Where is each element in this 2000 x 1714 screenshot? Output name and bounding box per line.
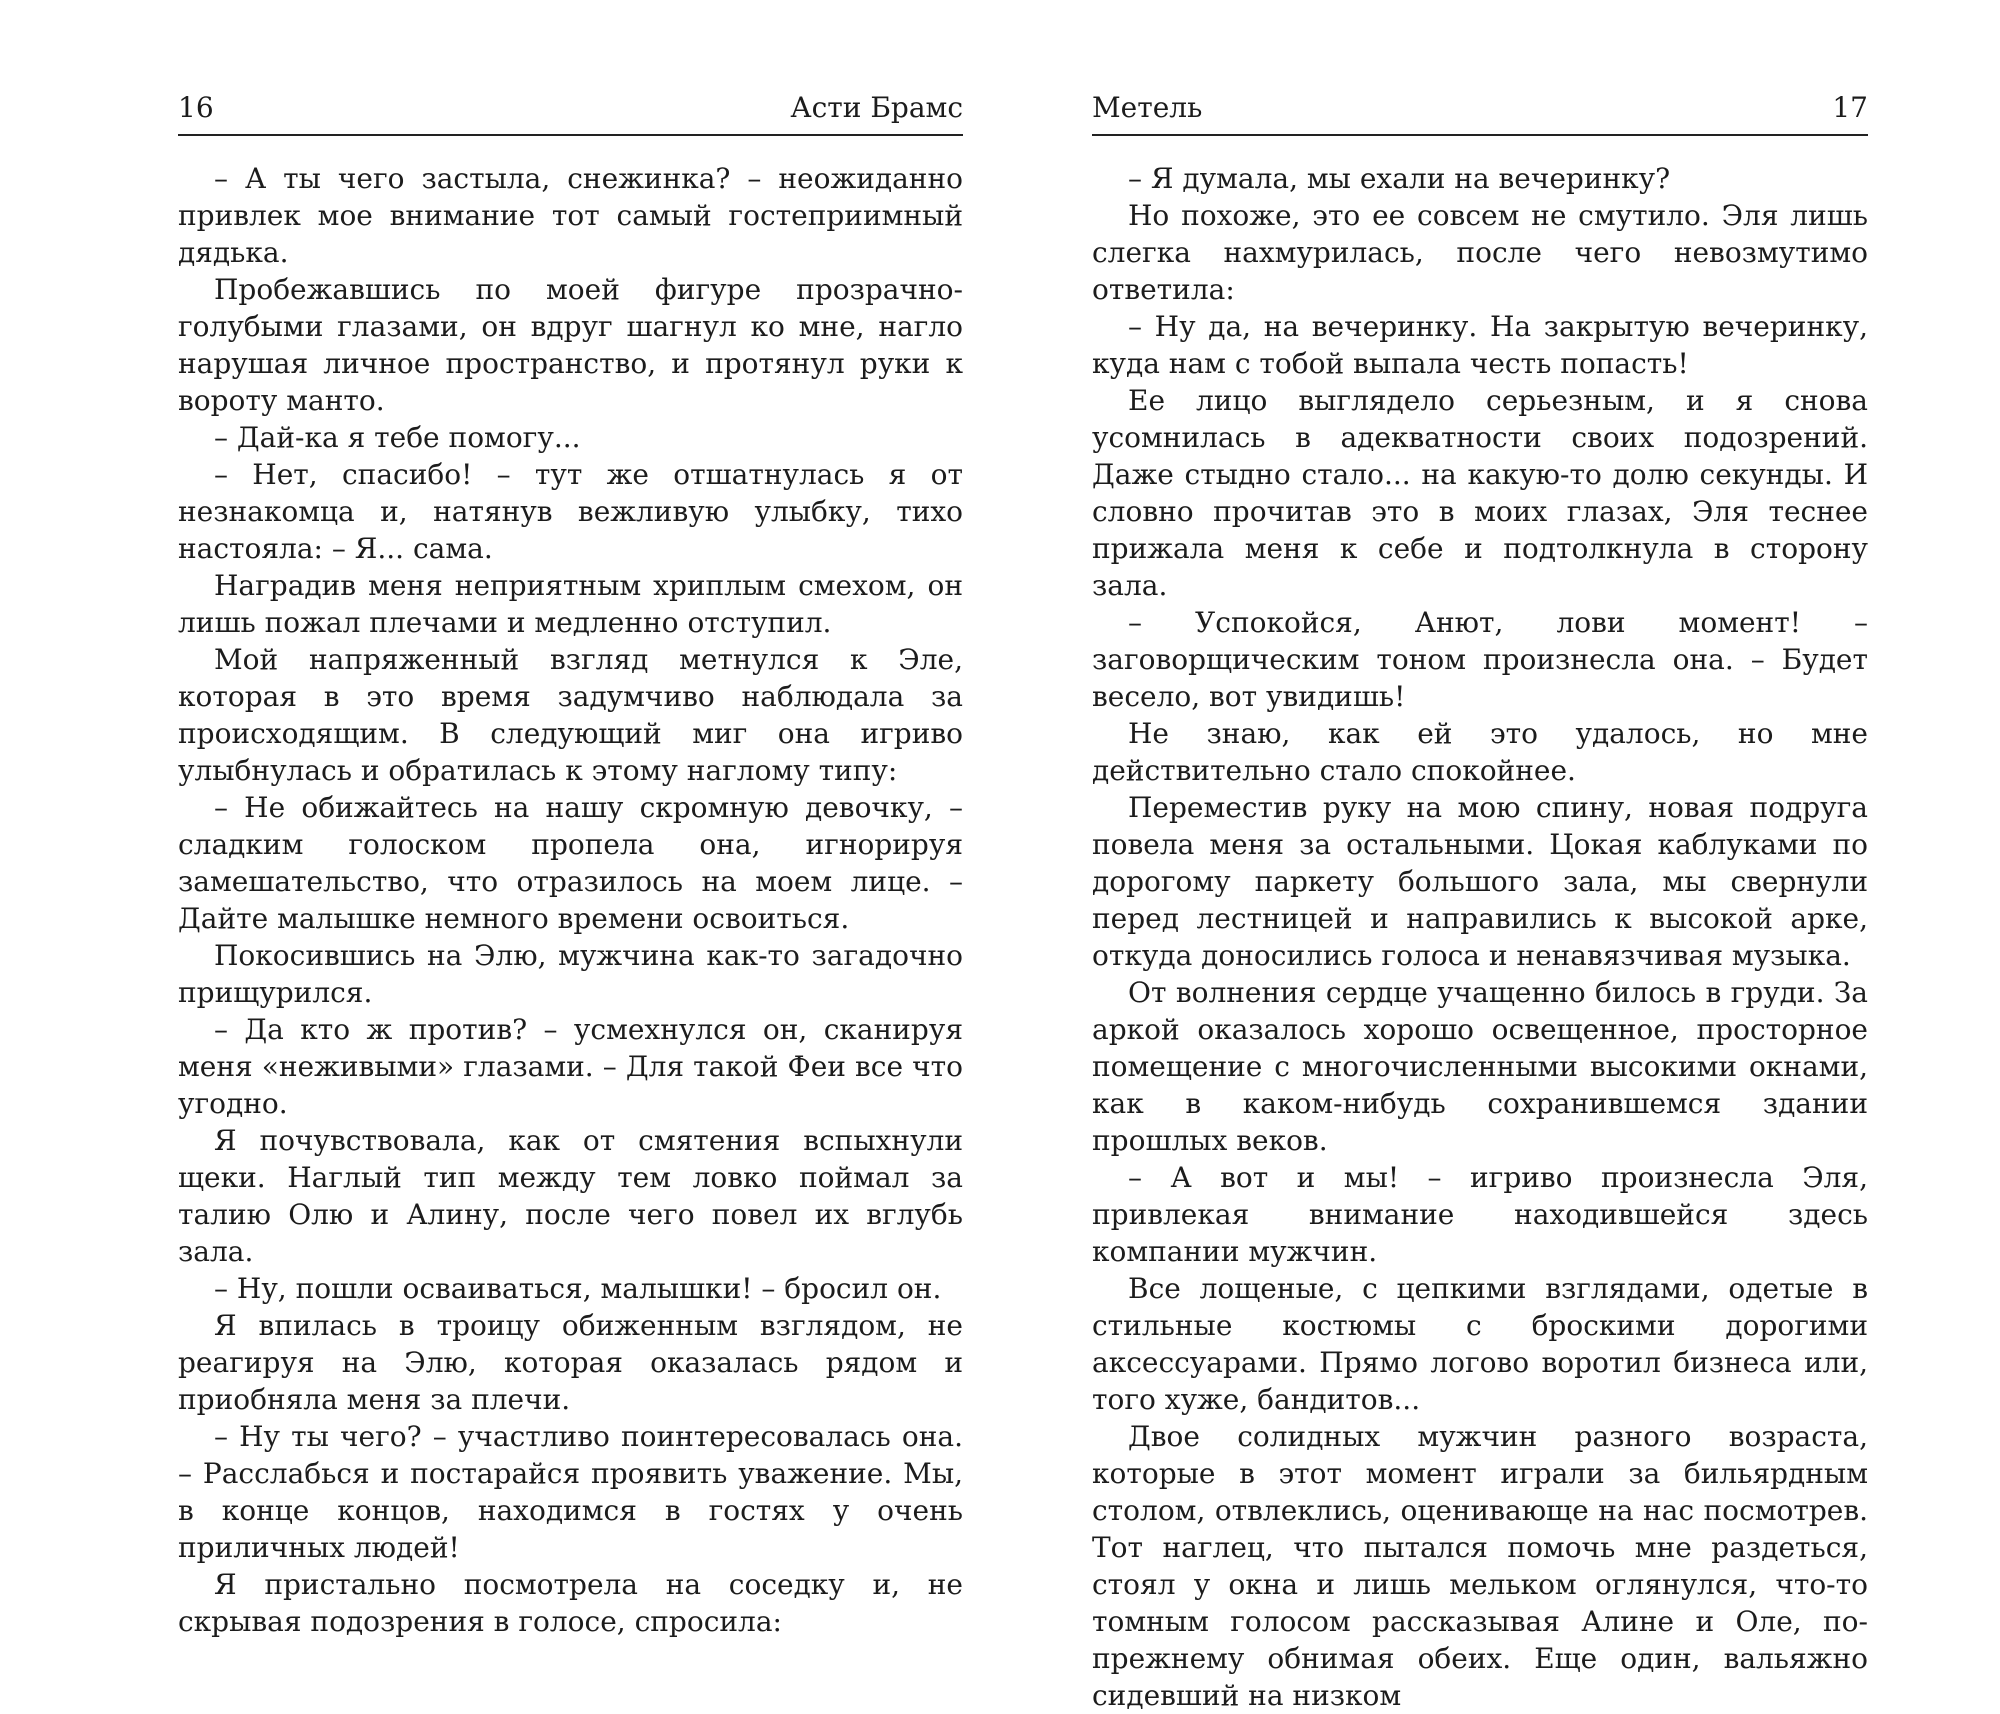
left-page xyxy=(178,0,963,1638)
paragraph: Ее лицо выглядело серьезным, и я снова усомнилась в адекватности своих подозрений. Даже стыдно стало... на какую-то долю секунды. И словно прочитав это в моих глазах, Эля теснее прижала меня к себе и подтолкнула в сторону зала. xyxy=(1092,384,1868,602)
paragraph: – Ну, пошли осваиваться, малышки! – бросил он. xyxy=(214,1272,942,1305)
paragraph: – Ну ты чего? – участливо поинтересовалась она. – Расслабься и постарайся проявить уважение. Мы, в конце концов, находимся в гостях у очень приличных людей! xyxy=(178,1420,963,1564)
paragraph: – А вот и мы! – игриво произнесла Эля, привлекая внимание находившейся здесь компании мужчин. xyxy=(1092,1161,1868,1268)
paragraph: – Да кто ж против? – усмехнулся он, сканируя меня «неживыми» глазами. – Для такой Феи все что угодно. xyxy=(178,1013,963,1120)
paragraph: – А ты чего застыла, снежинка? – неожиданно привлек мое внимание тот самый гостеприимный дядька. xyxy=(178,162,963,269)
paragraph: Но похоже, это ее совсем не смутило. Эля лишь слегка нахмурилась, после чего невозмутимо ответила: xyxy=(1092,199,1868,306)
right-running-head xyxy=(1092,88,1868,128)
left-page-text xyxy=(178,160,963,1640)
left-running-title: Асти Брамс xyxy=(790,91,963,124)
left-header-rule xyxy=(178,134,963,136)
paragraph: – Ну да, на вечеринку. На закрытую вечеринку, куда нам с тобой выпала честь попасть! xyxy=(1092,310,1868,380)
paragraph: Наградив меня неприятным хриплым смехом, он лишь пожал плечами и медленно отступил. xyxy=(178,569,963,639)
paragraph: – Дай-ка я тебе помогу... xyxy=(214,421,581,454)
paragraph: Не знаю, как ей это удалось, но мне действительно стало спокойнее. xyxy=(1092,717,1868,787)
right-page xyxy=(1092,0,1868,1712)
paragraph: Я почувствовала, как от смятения вспыхнули щеки. Наглый тип между тем ловко поймал за талию Олю и Алину, после чего повел их вглубь зала. xyxy=(178,1124,963,1268)
paragraph: – Успокойся, Анют, лови момент! – заговорщическим тоном произнесла она. – Будет весело, вот увидишь! xyxy=(1092,606,1868,713)
paragraph: От волнения сердце учащенно билось в груди. За аркой оказалось хорошо освещенное, просторное помещение с многочисленными высокими окнами, как в каком-нибудь сохранившемся здании прошлых веков. xyxy=(1092,976,1868,1157)
right-page-number: 17 xyxy=(1832,91,1868,124)
paragraph: Я пристально посмотрела на соседку и, не скрывая подозрения в голосе, спросила: xyxy=(178,1568,963,1638)
paragraph: Все лощеные, с цепкими взглядами, одетые в стильные костюмы с броскими дорогими аксессуарами. Прямо логово воротил бизнеса или, того хуже, бандитов... xyxy=(1092,1272,1868,1416)
paragraph: Я впилась в троицу обиженным взглядом, не реагируя на Элю, которая оказалась рядом и приобняла меня за плечи. xyxy=(178,1309,963,1416)
paragraph: – Не обижайтесь на нашу скромную девочку, – сладким голоском пропела она, игнорируя замешательство, что отразилось на моем лице. – Дайте малышке немного времени освоиться. xyxy=(178,791,963,935)
paragraph: Двое солидных мужчин разного возраста, которые в этот момент играли за бильярдным столом, отвлеклись, оценивающе на нас посмотрев. Тот наглец, что пытался помочь мне раздеться, стоял у окна и лишь мельком оглянулся, что-то томным голосом рассказывая Алине и Оле, по-прежнему обнимая обеих. Еще один, вальяжно сидевший на низком xyxy=(1092,1420,1868,1712)
paragraph: Покосившись на Элю, мужчина как-то загадочно прищурился. xyxy=(178,939,963,1009)
right-page-text xyxy=(1092,160,1868,1714)
paragraph: Переместив руку на мою спину, новая подруга повела меня за остальными. Цокая каблуками по дорогому паркету большого зала, мы свернули перед лестницей и направились к высокой арке, откуда доносились голоса и ненавязчивая музыка. xyxy=(1092,791,1868,972)
paragraph: Мой напряженный взгляд метнулся к Эле, которая в это время задумчиво наблюдала за происходящим. В следующий миг она игриво улыбнулась и обратилась к этому наглому типу: xyxy=(178,643,963,787)
right-header-rule xyxy=(1092,134,1868,136)
left-page-number: 16 xyxy=(178,91,214,124)
paragraph: – Нет, спасибо! – тут же отшатнулась я от незнакомца и, натянув вежливую улыбку, тихо настояла: – Я... сама. xyxy=(178,458,963,565)
paragraph: – Я думала, мы ехали на вечеринку? xyxy=(1128,162,1671,195)
paragraph: Пробежавшись по моей фигуре прозрачно-голубыми глазами, он вдруг шагнул ко мне, нагло нарушая личное пространство, и протянул руки к вороту манто. xyxy=(178,273,963,417)
left-running-head xyxy=(178,88,963,128)
right-running-title: Метель xyxy=(1092,91,1203,124)
